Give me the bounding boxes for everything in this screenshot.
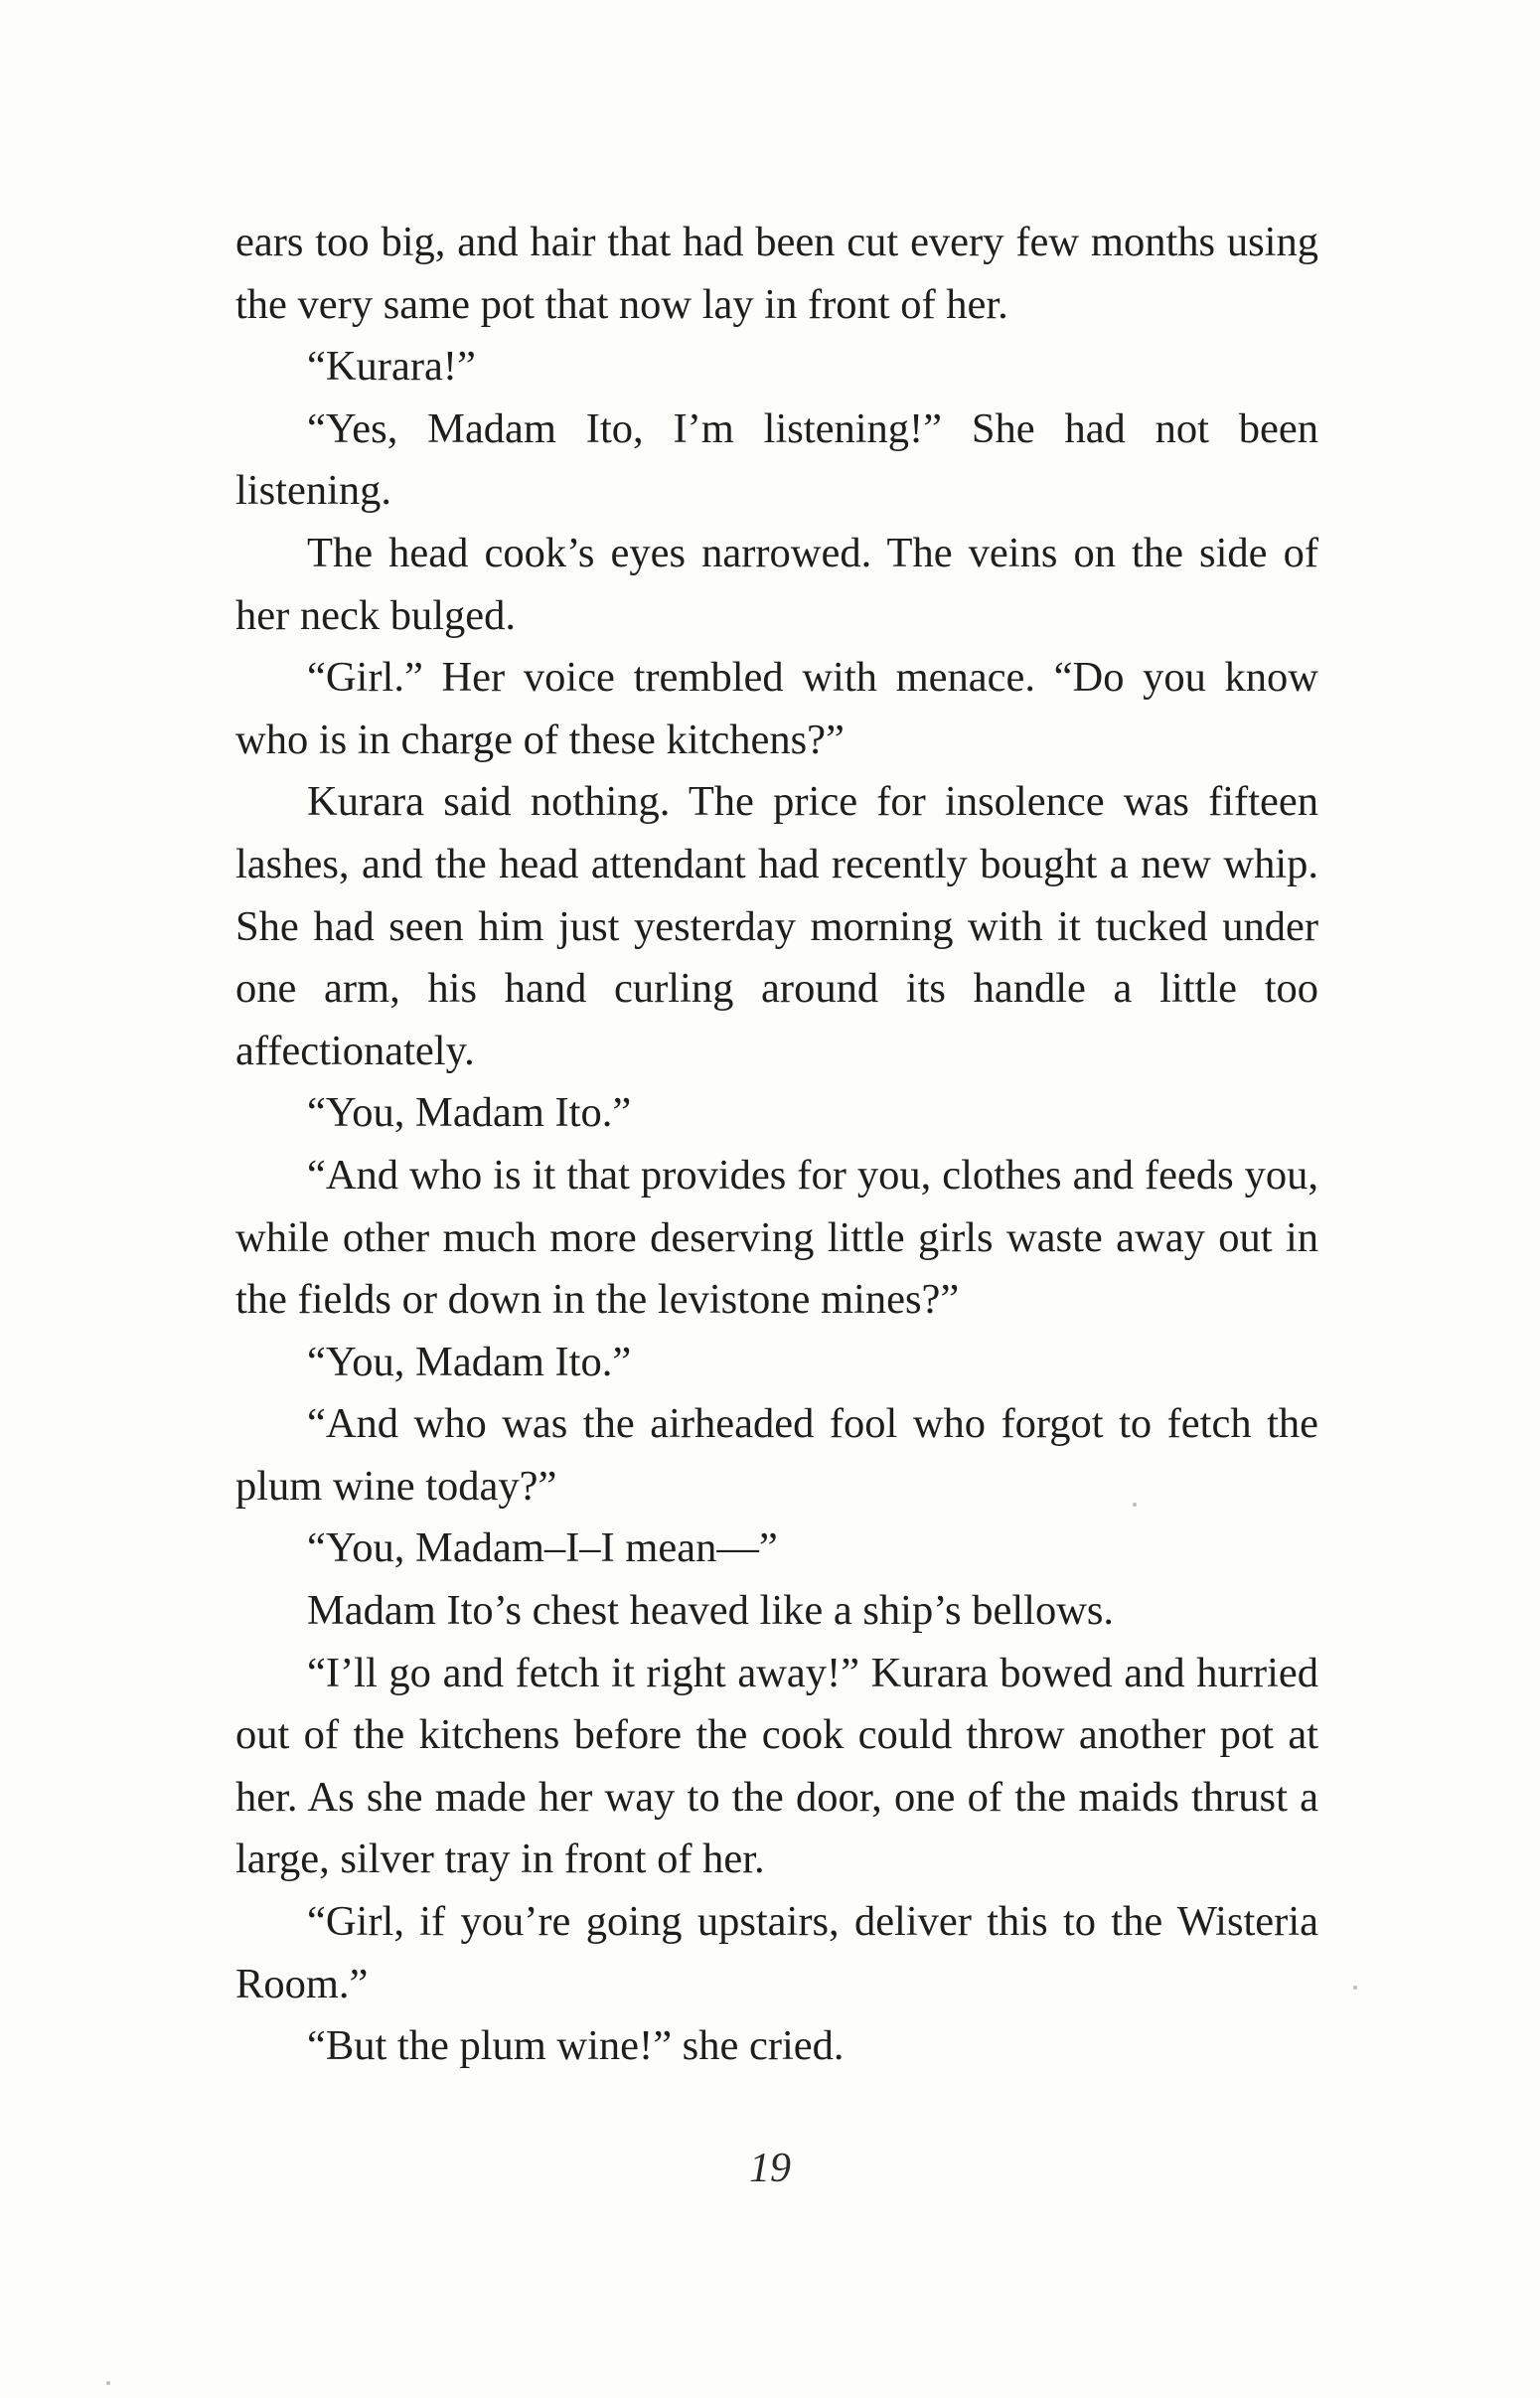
paragraph: “Girl.” Her voice trembled with menace. “Do you know who is in charge of these kitchens?” — [235, 654, 1318, 763]
paragraph: “But the plum wine!” she cried. — [307, 2022, 845, 2070]
body-text — [235, 212, 1318, 2078]
paragraph: “And who is it that provides for you, clothes and feeds you, while other much more deserving little girls waste away out in the fields or down in the levistone mines?” — [235, 1151, 1318, 1324]
paragraph: Madam Ito’s chest heaved like a ship’s bellows. — [307, 1587, 1115, 1635]
paragraph: “You, Madam Ito.” — [307, 1338, 632, 1385]
paragraph: “I’ll go and fetch it right away!” Kurara bowed and hurried out of the kitchens before the cook could throw another pot at her. As she made her way to the door, one of the maids thrust a large, silver tray in front of her. — [235, 1649, 1318, 1883]
scan-speck — [1133, 1503, 1137, 1507]
scan-speck — [106, 2381, 110, 2385]
paragraph: ears too big, and hair that had been cut every few months using the very same pot that now lay in front of her. — [235, 219, 1318, 328]
paragraph: The head cook’s eyes narrowed. The veins on the side of her neck bulged. — [235, 529, 1318, 639]
paragraph: “And who was the airheaded fool who forgot to fetch the plum wine today?” — [235, 1400, 1318, 1510]
paragraph: “You, Madam Ito.” — [307, 1089, 632, 1137]
page-number: 19 — [749, 2146, 791, 2191]
paragraph: “Yes, Madam Ito, I’m listening!” She had not been listening. — [235, 404, 1318, 515]
paragraph: “Kurara!” — [307, 343, 476, 391]
paragraph: “You, Madam–I–I mean—” — [307, 1524, 778, 1572]
paragraph: Kurara said nothing. The price for insolence was fifteen lashes, and the head attendant had recently bought a new whip. She had seen him just yesterday morning with it tucked under one arm, his hand curling around its handle a little too affectionately. — [235, 778, 1318, 1074]
paragraph: “Girl, if you’re going upstairs, deliver this to the Wisteria Room.” — [235, 1898, 1318, 2007]
scan-speck — [1353, 1986, 1357, 1990]
